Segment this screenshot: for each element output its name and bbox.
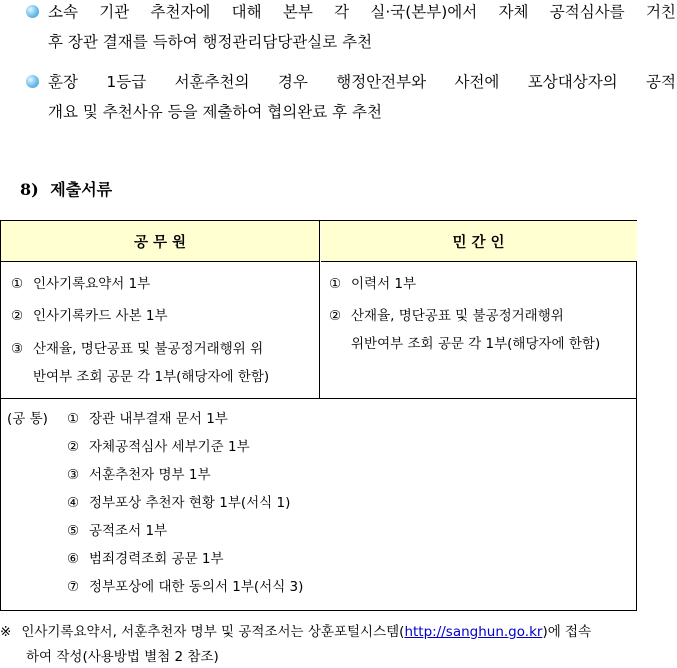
list-item: ④ 정부포상 추천자 현황 1부(서식 1): [67, 495, 291, 511]
paragraph-line: 훈장 1등급 서훈추천의 경우 행정안전부와 사전에 포상대상자의 공적: [48, 73, 676, 91]
footnote-line: ※ 인사기록요약서, 서훈추천자 명부 및 공적조서는 상훈포털시스템(http://sanghun.go.kr)에 접속: [0, 624, 592, 640]
list-item: ③ 산재율, 명단공표 및 불공정거래행위 위: [11, 341, 264, 357]
bullet-paragraph: [26, 67, 676, 129]
list-item: 위반여부 조회 공문 각 1부(해당자에 한함): [351, 336, 601, 352]
header-civilian: 민 간 인: [321, 221, 637, 262]
row-divider: [1, 398, 636, 399]
sanghun-link[interactable]: http://sanghun.go.kr: [404, 624, 543, 640]
bullet-paragraph: [26, 0, 676, 59]
header-public-official: 공 무 원: [1, 221, 320, 262]
paragraph-line: 후 장관 결재를 득하여 행정관리담당관실로 추천: [48, 33, 373, 51]
documents-table: [0, 220, 637, 611]
paragraph-line: 개요 및 추천사유 등을 제출하여 협의완료 후 추천: [48, 103, 382, 121]
list-item: 반여부 조회 공문 각 1부(해당자에 한함): [33, 369, 270, 385]
paragraph-line: 소속 기관 추천자에 대해 본부 각 실·국(본부)에서 자체 공적심사를 거친: [48, 3, 676, 21]
list-item: ② 인사기록카드 사본 1부: [11, 308, 168, 324]
footnote-line: 하여 작성(사용방법 별첨 2 참조): [26, 649, 219, 665]
list-item: ⑦ 정부포상에 대한 동의서 1부(서식 3): [67, 579, 304, 595]
list-item: ③ 서훈추천자 명부 1부: [67, 467, 211, 483]
section-title-text: 제출서류: [50, 180, 113, 199]
section-title: [20, 177, 112, 200]
list-item: ⑤ 공적조서 1부: [67, 523, 168, 539]
section-number: 8): [20, 180, 39, 199]
list-item: ① 인사기록요약서 1부: [11, 276, 151, 292]
reference-mark: ※: [0, 624, 12, 640]
list-item: ① 장관 내부결재 문서 1부: [67, 411, 228, 427]
bullet-icon: [26, 5, 39, 18]
column-divider: [319, 261, 320, 398]
bullet-icon: [26, 75, 39, 88]
common-label: (공 통): [7, 411, 48, 427]
list-item: ⑥ 범죄경력조회 공문 1부: [67, 551, 224, 567]
list-item: ② 자체공적심사 세부기준 1부: [67, 439, 250, 455]
list-item: ② 산재율, 명단공표 및 불공정거래행위: [329, 308, 564, 324]
list-item: ① 이력서 1부: [329, 276, 417, 292]
